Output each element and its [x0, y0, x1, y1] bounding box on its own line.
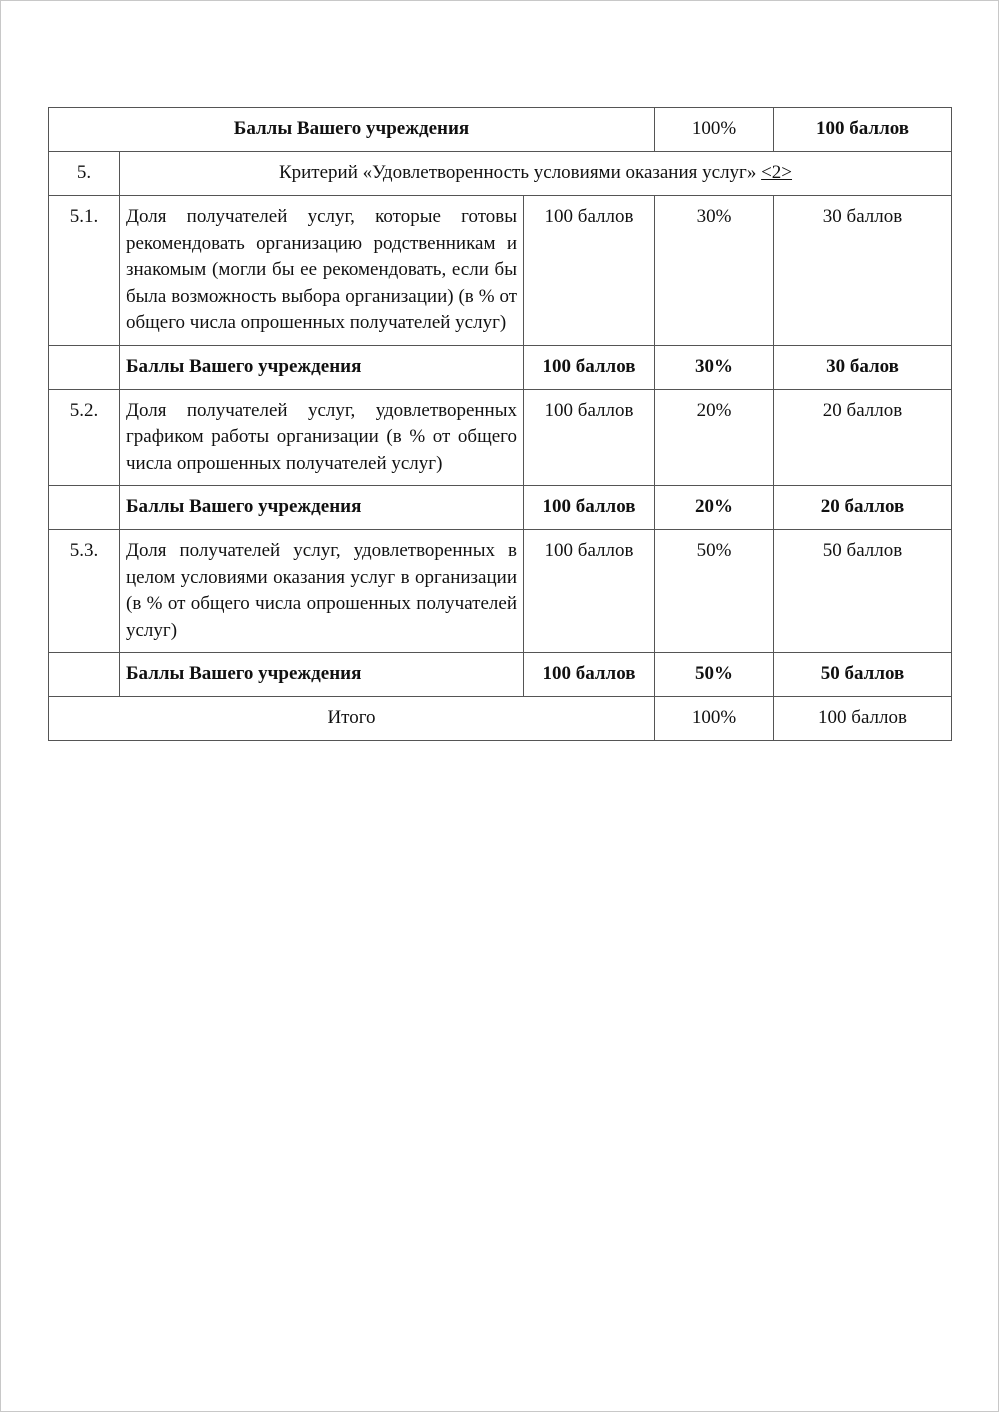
footnote-link[interactable]: <2>	[761, 162, 793, 184]
subtotal-points: 50 баллов	[774, 653, 952, 697]
subtotal-weight: 20%	[655, 486, 774, 530]
item-description: Доля получателей услуг, удовлетворенных в целом условиями оказания услуг в организации (в % от общего числа опрошенных получателей услуг)	[120, 530, 524, 653]
top-summary-row	[49, 108, 952, 152]
total-row	[49, 697, 952, 741]
subtotal-row	[49, 653, 952, 697]
subtotal-row	[49, 486, 952, 530]
criterion-number: 5.	[49, 152, 120, 196]
subtotal-label: Баллы Вашего учреждения	[120, 486, 524, 530]
top-summary-label: Баллы Вашего учреждения	[49, 108, 655, 152]
item-weight: 30%	[655, 196, 774, 346]
subtotal-points: 30 балов	[774, 345, 952, 389]
subtotal-empty-cell	[49, 653, 120, 697]
item-weight: 50%	[655, 530, 774, 653]
item-number: 5.2.	[49, 389, 120, 486]
subtotal-points: 20 баллов	[774, 486, 952, 530]
item-max-points: 100 баллов	[524, 530, 655, 653]
subtotal-weight: 50%	[655, 653, 774, 697]
subtotal-label: Баллы Вашего учреждения	[120, 345, 524, 389]
item-description: Доля получателей услуг, которые готовы рекомендовать организацию родственникам и знакомым (могли бы ее рекомендовать, если бы была возможность выбора организации) (в % от общего числа опрошенных получателей услуг)	[120, 196, 524, 346]
total-label: Итого	[49, 697, 655, 741]
criterion-row	[49, 152, 952, 196]
item-weight: 20%	[655, 389, 774, 486]
table-row	[49, 389, 952, 486]
subtotal-empty-cell	[49, 486, 120, 530]
item-number: 5.1.	[49, 196, 120, 346]
subtotal-empty-cell	[49, 345, 120, 389]
item-points: 30 баллов	[774, 196, 952, 346]
item-points: 50 баллов	[774, 530, 952, 653]
subtotal-max: 100 баллов	[524, 653, 655, 697]
item-max-points: 100 баллов	[524, 196, 655, 346]
criterion-title: Критерий «Удовлетворенность условиями оказания услуг»	[278, 162, 757, 184]
subtotal-row	[49, 345, 952, 389]
table-row	[49, 196, 952, 346]
subtotal-max: 100 баллов	[524, 345, 655, 389]
subtotal-max: 100 баллов	[524, 486, 655, 530]
total-points: 100 баллов	[774, 697, 952, 741]
subtotal-weight: 30%	[655, 345, 774, 389]
item-points: 20 баллов	[774, 389, 952, 486]
item-number: 5.3.	[49, 530, 120, 653]
top-summary-percent: 100%	[655, 108, 774, 152]
item-description: Доля получателей услуг, удовлетворенных графиком работы организации (в % от общего числа опрошенных получателей услуг)	[120, 389, 524, 486]
total-percent: 100%	[655, 697, 774, 741]
criterion-title-cell	[120, 152, 952, 196]
table-row	[49, 530, 952, 653]
item-max-points: 100 баллов	[524, 389, 655, 486]
criteria-table	[48, 107, 952, 741]
top-summary-points: 100 баллов	[774, 108, 952, 152]
subtotal-label: Баллы Вашего учреждения	[120, 653, 524, 697]
